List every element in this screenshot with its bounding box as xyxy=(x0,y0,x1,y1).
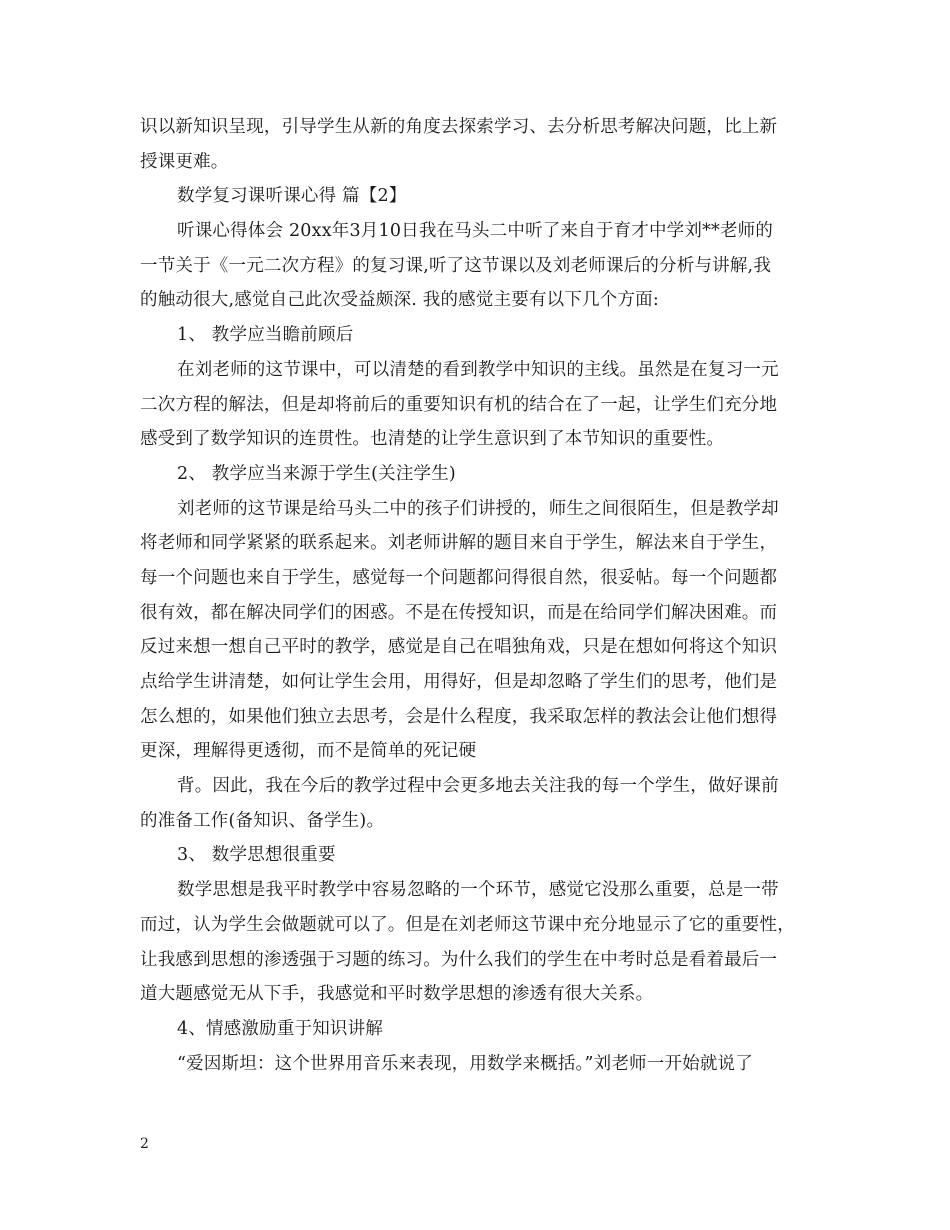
text-line: 而过，认为学生会做题就可以了。但是在刘老师这节课中充分地显示了它的重要性， xyxy=(140,914,795,935)
text-line: 让我感到思想的渗透强于习题的练习。为什么我们的学生在中考时总是看着最后一 xyxy=(140,949,778,970)
text-line: 反过来想一想自己平时的教学，感觉是自己在唱独角戏，只是在想如何将这个知识 xyxy=(140,637,778,658)
text-line: 刘老师的这节课是给马头二中的孩子们讲授的，师生之间很陌生，但是教学却 xyxy=(177,498,779,519)
text-line: 3、 数学思想很重要 xyxy=(177,845,336,866)
text-line: 数学思想是我平时教学中容易忽略的一个环节，感觉它没那么重要，总是一带 xyxy=(177,880,779,901)
text-line: 将老师和同学紧紧的联系起来。刘老师讲解的题目来自于学生，解法来自于学生， xyxy=(140,533,778,554)
text-line: 识以新知识呈现，引导学生从新的角度去探索学习、去分析思考解决问题，比上新 xyxy=(140,117,778,137)
page-number: 2 xyxy=(140,1136,149,1152)
text-line: 数学复习课听课心得 篇【2】 xyxy=(177,186,407,207)
text-line: 很有效，都在解决同学们的困惑。不是在传授知识，而是在给同学们解决困难。而 xyxy=(140,602,778,623)
text-line: 一节关于《一元二次方程》的复习课,听了这节课以及刘老师课后的分析与讲解,我 xyxy=(140,255,772,276)
document-body xyxy=(140,110,815,1081)
text-line: “爱因斯坦：这个世界用音乐来表现，用数学来概括。”刘老师一开始就说了 xyxy=(177,1053,753,1074)
text-line: 感受到了数学知识的连贯性。也清楚的让学生意识到了本节知识的重要性。 xyxy=(140,429,725,450)
text-line: 的触动很大,感觉自己此次受益颇深. 我的感觉主要有以下几个方面: xyxy=(140,290,659,311)
text-line: 4、情感激励重于知识讲解 xyxy=(177,1018,384,1039)
text-line: 更深，理解得更透彻，而不是简单的死记硬 xyxy=(140,741,477,762)
text-line: 道大题感觉无从下手，我感觉和平时数学思想的渗透有很大关系。 xyxy=(140,984,654,1005)
text-line: 背。因此，我在今后的教学过程中会更多地去关注我的每一个学生，做好课前 xyxy=(177,776,779,797)
text-line: 2、 教学应当来源于学生(关注学生) xyxy=(177,463,456,484)
text-line: 点给学生讲清楚，如何让学生会用，用得好，但是却忽略了学生们的思考，他们是 xyxy=(140,672,778,692)
text-line: 听课心得体会 20xx年3月10日我在马头二中听了来自于育才中学刘**老师的 xyxy=(177,221,774,242)
text-line: 授课更难。 xyxy=(140,151,229,172)
text-line: 怎么想的，如果他们独立去思考，会是什么程度，我采取怎样的教法会让他们想得 xyxy=(140,706,778,727)
text-line: 在刘老师的这节课中，可以清楚的看到教学中知识的主线。虽然是在复习一元 xyxy=(177,359,779,380)
text-line: 每一个问题也来自于学生，感觉每一个问题都问得很自然，很妥帖。每一个问题都 xyxy=(140,567,778,588)
text-line: 的准备工作(备知识、备学生)。 xyxy=(140,810,385,831)
text-line: 二次方程的解法，但是却将前后的重要知识有机的结合在了一起，让学生们充分地 xyxy=(140,394,778,415)
text-line: 1、 教学应当瞻前顾后 xyxy=(177,325,354,346)
